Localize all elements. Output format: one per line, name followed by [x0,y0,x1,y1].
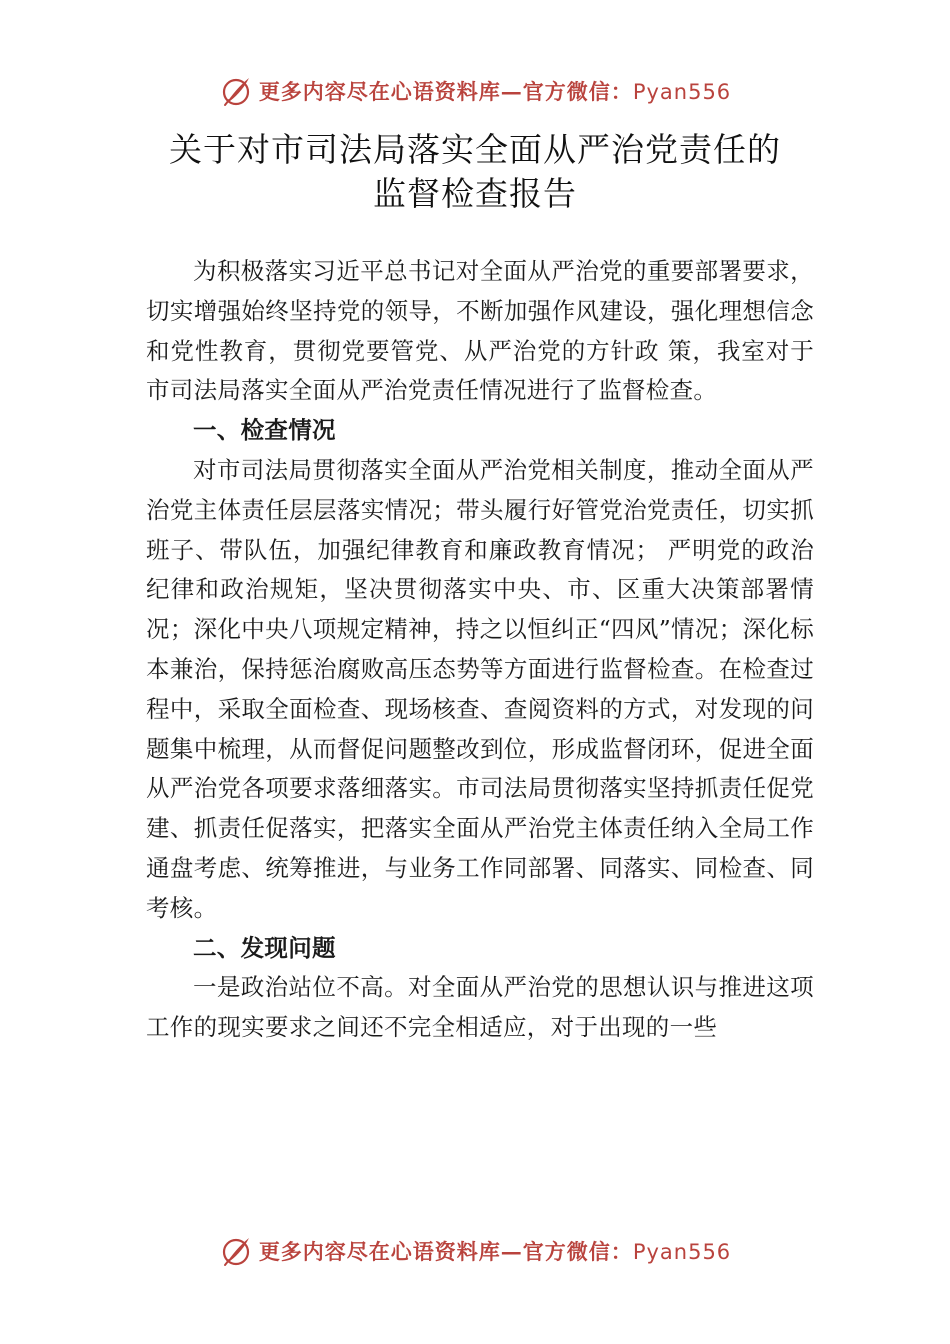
watermark-text: 更多内容尽在心语资料库—官方微信：Pyan556 [258,79,732,104]
document-body [146,252,814,1048]
quill-seal-icon [219,74,253,108]
watermark-footer [0,1234,950,1268]
wechat-id: Pyan556 [632,80,732,104]
wechat-id: Pyan556 [632,1240,732,1264]
title-line-2: 监督检查报告 [373,174,577,213]
document-title [0,128,950,216]
section-2-heading: 二、发现问题 [193,933,336,962]
quill-seal-icon [219,1234,253,1268]
section-1-heading: 一、检查情况 [193,416,336,445]
watermark-header [0,74,950,108]
intro-paragraph: 为积极落实习近平总书记对全面从严治党的重要部署要求，切实增强始终坚持党的领导，不断加强作风建设，强化理想信念和党性教育，贯彻党要管党、从严治党的方针政 策，我室对于市司法局落实全面从严治党责任情况进行了监督检查。 [146,257,814,405]
watermark-text: 更多内容尽在心语资料库—官方微信：Pyan556 [258,1239,732,1264]
title-line-1: 关于对市司法局落实全面从严治党责任的 [169,130,781,169]
section-1-paragraph: 对市司法局贯彻落实全面从严治党相关制度，推动全面从严治党主体责任层层落实情况；带头履行好管党治党责任，切实抓班子、带队伍，加强纪律教育和廉政教育情况； 严明党的政治纪律和政治规矩，坚决贯彻落实中央、市、区重大决策部署情况；深化中央八项规定精神，持之以恒纠正“四风”情况；深化标本兼治，保持惩治腐败高压态势等方面进行监督检查。在检查过程中，采取全面检查、现场核查、查阅资料的方式，对发现的问题集中梳理，从而督促问题整改到位，形成监督闭环，促进全面从严治党各项要求落细落实。市司法局贯彻落实坚持抓责任促党建、抓责任促落实，把落实全面从严治党主体责任纳入全局工作通盘考虑、统筹推进，与业务工作同部署、同落实、同检查、同考核。 [146,455,814,922]
section-2-paragraph: 一是政治站位不高。对全面从严治党的思想认识与推进这项工作的现实要求之间还不完全相适应，对于出现的一些 [146,973,814,1042]
